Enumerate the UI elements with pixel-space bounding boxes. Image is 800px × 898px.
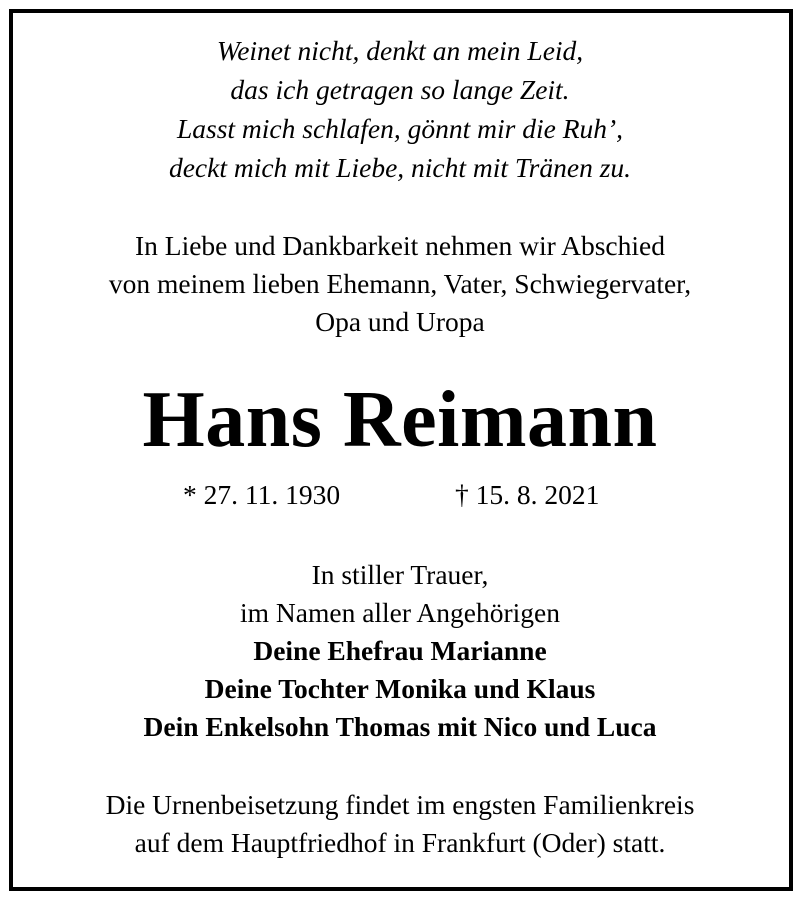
intro-line: Opa und Uropa [315,306,485,337]
poem-line: deckt mich mit Liebe, nicht mit Tränen zu. [168,152,632,183]
mourning-line: im Namen aller Angehörigen [240,597,560,628]
mourners-section [0,556,800,746]
mourning-line: In stiller Trauer, [311,559,489,590]
family-member-line: Dein Enkelsohn Thomas mit Nico und Luca [143,711,657,742]
farewell-intro [0,227,800,341]
poem-line: das ich getragen so lange Zeit. [230,74,570,105]
family-member-line: Deine Tochter Monika und Klaus [204,673,596,704]
birth-date: * 27. 11. 1930 [183,479,341,510]
poem [0,31,800,187]
funeral-notice [0,786,800,862]
death-date: † 15. 8. 2021 [455,479,600,510]
poem-line: Weinet nicht, denkt an mein Leid, [216,35,584,66]
deceased-name: Hans Reimann [142,376,658,464]
poem-line: Lasst mich schlafen, gönnt mir die Ruh’, [176,113,624,144]
intro-line: von meinem lieben Ehemann, Vater, Schwiegervater, [108,268,692,299]
funeral-line: Die Urnenbeisetzung findet im engsten Familienkreis [105,789,695,820]
family-member-line: Deine Ehefrau Marianne [253,635,547,666]
intro-line: In Liebe und Dankbarkeit nehmen wir Abschied [135,230,665,261]
funeral-line: auf dem Hauptfriedhof in Frankfurt (Oder) statt. [134,827,666,858]
